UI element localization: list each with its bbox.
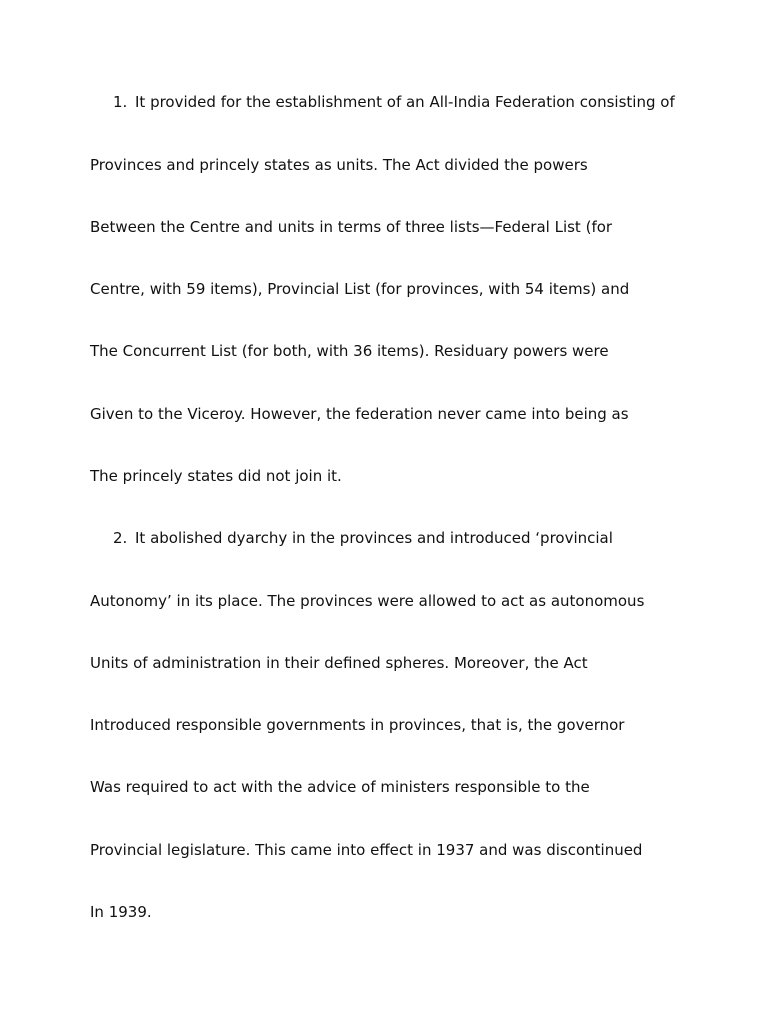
paragraph-line: Centre, with 59 items), Provincial List (for provinces, with 54 items) and: [90, 280, 630, 298]
paragraph-line: Provinces and princely states as units. The Act divided the powers: [90, 156, 588, 174]
paragraph-line: Was required to act with the advice of ministers responsible to the: [90, 778, 590, 796]
paragraph-line: Given to the Viceroy. However, the federation never came into being as: [90, 405, 629, 423]
paragraph-line: Units of administration in their defined spheres. Moreover, the Act: [90, 654, 588, 672]
list-item-1-number: 1.: [113, 93, 128, 111]
list-item-1-text: It provided for the establishment of an All-India Federation consisting of: [135, 93, 675, 111]
paragraph-line: In 1939.: [90, 903, 152, 921]
list-item-2-first-line: [113, 529, 613, 547]
paragraph-line: Introduced responsible governments in provinces, that is, the governor: [90, 716, 625, 734]
list-item-2-text: It abolished dyarchy in the provinces and introduced ‘provincial: [135, 529, 613, 547]
list-item-1-first-line: [113, 93, 675, 111]
paragraph-line: Autonomy’ in its place. The provinces were allowed to act as autonomous: [90, 592, 645, 610]
list-item-2-number: 2.: [113, 529, 128, 547]
paragraph-line: Provincial legislature. This came into effect in 1937 and was discontinued: [90, 841, 643, 859]
paragraph-line: The princely states did not join it.: [90, 467, 342, 485]
paragraph-line: The Concurrent List (for both, with 36 items). Residuary powers were: [90, 342, 609, 360]
paragraph-line: Between the Centre and units in terms of three lists—Federal List (for: [90, 218, 613, 236]
